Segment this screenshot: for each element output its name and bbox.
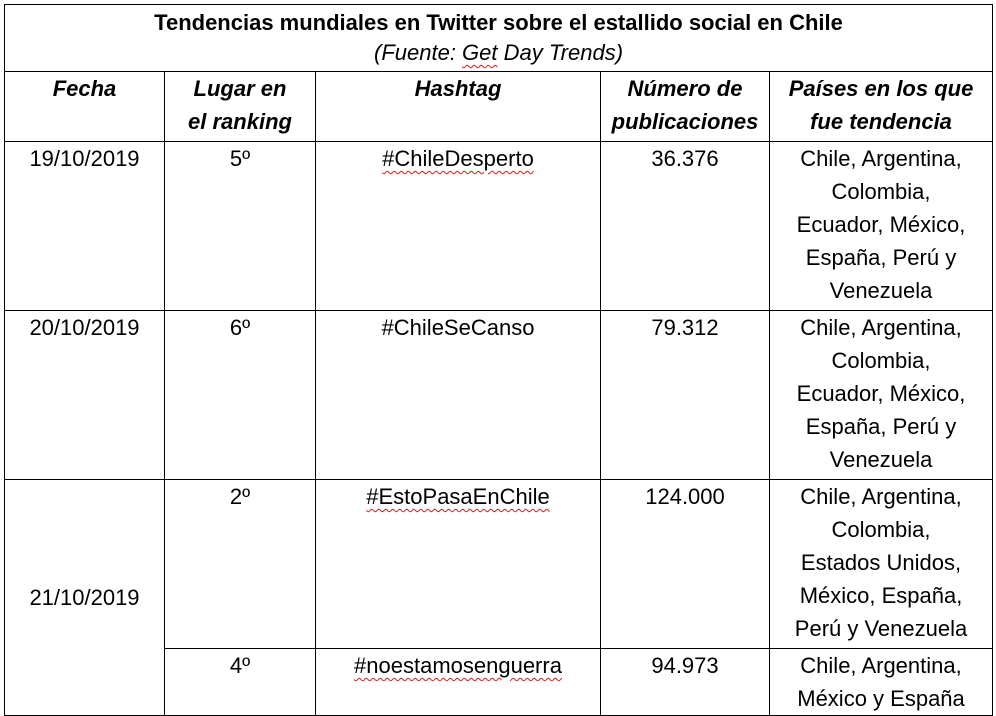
table-title: Tendencias mundiales en Twitter sobre el estallido social en Chile <box>154 10 843 35</box>
header-paises: Países en los que fue tendencia <box>770 72 993 142</box>
table-row <box>5 142 993 311</box>
cell-paises: Chile, Argentina, Colombia, Ecuador, México, España, Perú y Venezuela <box>770 142 993 311</box>
cell-fecha: 21/10/2019 <box>5 480 165 716</box>
cell-numero: 79.312 <box>601 311 770 480</box>
cell-lugar: 5º <box>165 142 316 311</box>
cell-lugar: 2º <box>165 480 316 649</box>
header-numero: Número de publicaciones <box>601 72 770 142</box>
hashtag-text: #EstoPasaEnChile <box>366 484 550 509</box>
header-fecha: Fecha <box>5 72 165 142</box>
hashtag-text: #ChileDesperto <box>382 146 534 171</box>
subtitle-suffix: Day Trends) <box>497 40 624 65</box>
table-subtitle <box>5 38 992 68</box>
table-row <box>5 311 993 480</box>
cell-paises: Chile, Argentina, México y España <box>770 649 993 716</box>
title-cell <box>5 5 993 72</box>
cell-paises: Chile, Argentina, Colombia, Estados Unidos, México, España, Perú y Venezuela <box>770 480 993 649</box>
title-row <box>5 5 993 72</box>
hashtag-text: #ChileSeCanso <box>381 315 535 340</box>
hashtag-text: #noestamosenguerra <box>354 653 562 678</box>
cell-lugar: 4º <box>165 649 316 716</box>
header-hashtag: Hashtag <box>316 72 601 142</box>
cell-fecha: 19/10/2019 <box>5 142 165 311</box>
cell-numero: 36.376 <box>601 142 770 311</box>
header-row <box>5 72 993 142</box>
cell-numero: 94.973 <box>601 649 770 716</box>
subtitle-source-word: Get <box>462 40 498 65</box>
cell-hashtag <box>316 311 601 480</box>
trends-table <box>4 4 993 716</box>
table-row <box>5 480 993 649</box>
header-lugar: Lugar en el ranking <box>165 72 316 142</box>
cell-hashtag <box>316 649 601 716</box>
cell-fecha: 20/10/2019 <box>5 311 165 480</box>
cell-hashtag <box>316 142 601 311</box>
cell-paises: Chile, Argentina, Colombia, Ecuador, México, España, Perú y Venezuela <box>770 311 993 480</box>
trends-table-container <box>4 4 993 716</box>
cell-lugar: 6º <box>165 311 316 480</box>
subtitle-prefix: (Fuente: <box>374 40 463 65</box>
cell-numero: 124.000 <box>601 480 770 649</box>
cell-hashtag <box>316 480 601 649</box>
